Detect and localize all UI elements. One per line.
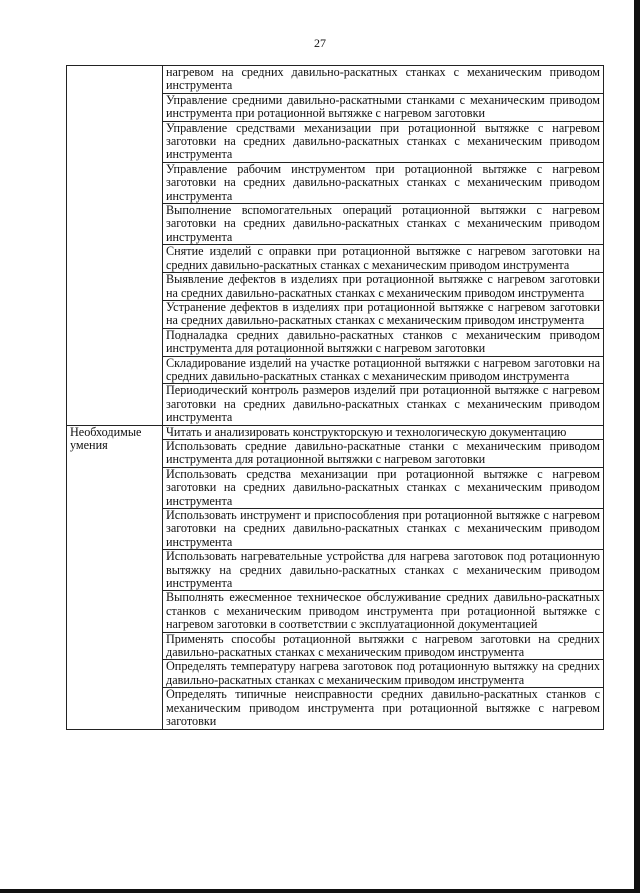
table-cell-item: Управление средствами механизации при ротационной вытяжке с нагревом заготовки на средних давильно-раскатных станках с механическим приводом инструмента — [163, 121, 604, 162]
table-cell-item: нагревом на средних давильно-раскатных станках с механическим приводом инструмента — [163, 66, 604, 94]
table-cell-item: Выявление дефектов в изделиях при ротационной вытяжке с нагревом заготовки на средних давильно-раскатных станках с механическим приводом инструмента — [163, 273, 604, 301]
table-body — [67, 66, 604, 730]
table-cell-item: Подналадка средних давильно-раскатных станков с механическим приводом инструмента для ротационной вытяжки с нагревом заготовки — [163, 328, 604, 356]
table-cell-item: Использовать нагревательные устройства для нагрева заготовок под ротационную вытяжку на средних давильно-раскатных станках с механическим приводом инструмента — [163, 550, 604, 591]
table-row — [67, 425, 604, 439]
table-row — [67, 66, 604, 94]
section-label-skills: Необходимые умения — [67, 425, 163, 729]
table-cell-item: Читать и анализировать конструкторскую и технологическую документацию — [163, 425, 604, 439]
section-label-continued — [67, 66, 163, 426]
table-cell-item: Периодический контроль размеров изделий при ротационной вытяжке с нагревом заготовки на средних давильно-раскатных станках с механическим приводом инструмента — [163, 384, 604, 425]
table-cell-item: Складирование изделий на участке ротационной вытяжки с нагревом заготовки на средних давильно-раскатных станках с механическим приводом инструмента — [163, 356, 604, 384]
table-cell-item: Управление рабочим инструментом при ротационной вытяжке с нагревом заготовки на средних давильно-раскатных станках с механическим приводом инструмента — [163, 162, 604, 203]
table-cell-item: Использовать средства механизации при ротационной вытяжке с нагревом заготовки на средних давильно-раскатных станках с механическим приводом инструмента — [163, 467, 604, 508]
scan-edge-right — [634, 0, 640, 893]
table-cell-item: Выполнять ежесменное техническое обслуживание средних давильно-раскатных станков с механическим приводом инструмента при ротационной вытяжке с нагревом заготовки в соответствии с эксплуатационной документацией — [163, 591, 604, 632]
table-cell-item: Использовать средние давильно-раскатные станки с механическим приводом инструмента для ротационной вытяжки с нагревом заготовки — [163, 439, 604, 467]
table-cell-item: Определять типичные неисправности средних давильно-раскатных станков с механическим приводом инструмента при ротационной вытяжке с нагревом заготовки — [163, 688, 604, 729]
scan-edge-bottom — [0, 889, 640, 893]
table-cell-item: Применять способы ротационной вытяжки с нагревом заготовки на средних давильно-раскатных станках с механическим приводом инструмента — [163, 632, 604, 660]
page-number: 27 — [314, 36, 326, 50]
requirements-table — [66, 65, 604, 730]
table-cell-item: Управление средними давильно-раскатными станками с механическим приводом инструмента при ротационной вытяжке с нагревом заготовки — [163, 93, 604, 121]
table-cell-item: Использовать инструмент и приспособления при ротационной вытяжке с нагревом заготовки на средних давильно-раскатных станках с механическим приводом инструмента — [163, 509, 604, 550]
table-cell-item: Определять температуру нагрева заготовок под ротационную вытяжку на средних давильно-раскатных станках с механическим приводом инструмента — [163, 660, 604, 688]
table-cell-item: Устранение дефектов в изделиях при ротационной вытяжке с нагревом заготовки на средних давильно-раскатных станках с механическим приводом инструмента — [163, 300, 604, 328]
table-cell-item: Снятие изделий с оправки при ротационной вытяжке с нагревом заготовки на средних давильно-раскатных станках с механическим приводом инструмента — [163, 245, 604, 273]
table-cell-item: Выполнение вспомогательных операций ротационной вытяжки с нагревом заготовки на средних давильно-раскатных станках с механическим приводом инструмента — [163, 204, 604, 245]
